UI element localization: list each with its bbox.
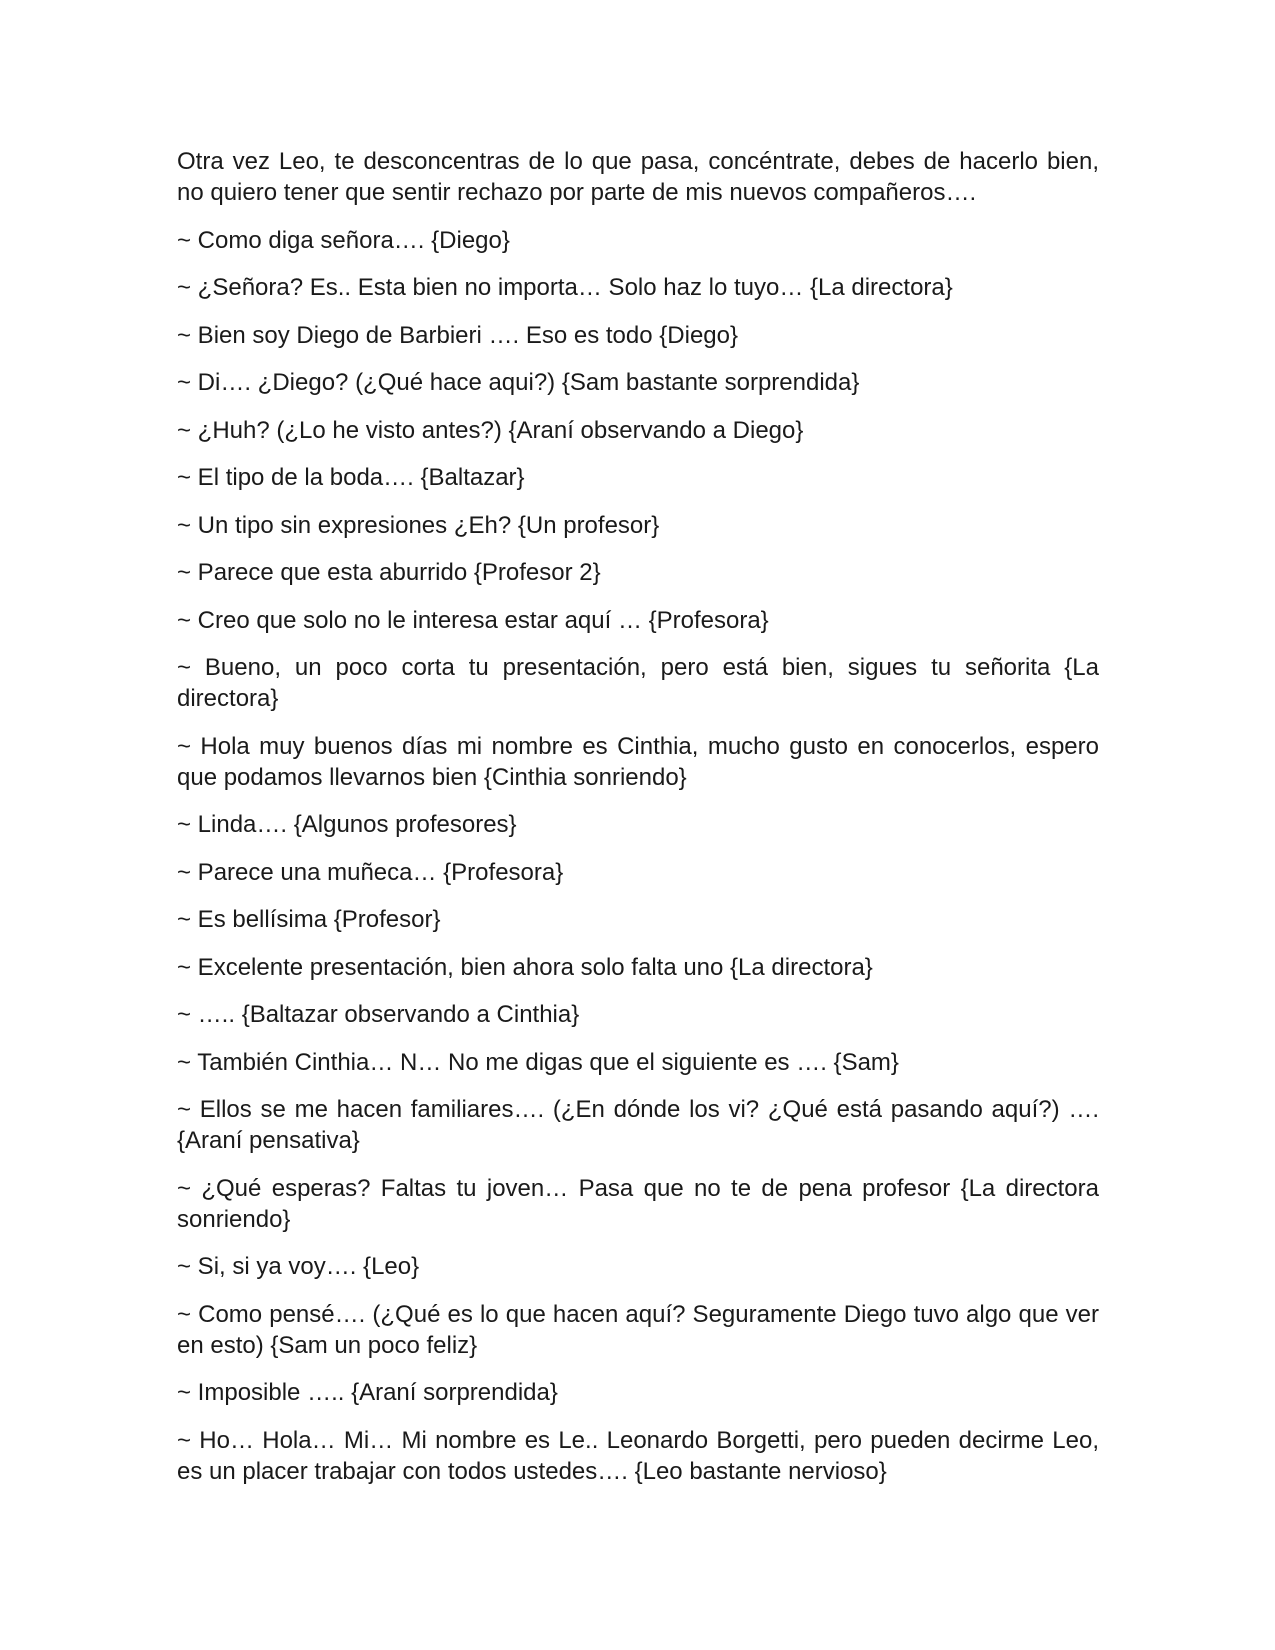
dialogue-line: ~ Como diga señora…. {Diego} xyxy=(177,226,510,254)
dialogue-line: ~ Un tipo sin expresiones ¿Eh? {Un profesor} xyxy=(177,511,660,539)
dialogue-line: ~ ¿Señora? Es.. Esta bien no importa… Solo haz lo tuyo… {La directora} xyxy=(177,274,953,301)
dialogue-line: ~ Parece que esta aburrido {Profesor 2} xyxy=(177,559,601,586)
dialogue-line: ~ Di…. ¿Diego? (¿Qué hace aqui?) {Sam bastante sorprendida} xyxy=(177,369,860,396)
dialogue-line: ~ Imposible ….. {Araní sorprendida} xyxy=(177,1379,558,1406)
dialogue-line: ~ El tipo de la boda…. {Baltazar} xyxy=(177,464,525,491)
dialogue-line: ~ Linda…. {Algunos profesores} xyxy=(177,811,517,838)
dialogue-line: ~ Creo que solo no le interesa estar aquí … {Profesora} xyxy=(177,606,769,634)
dialogue-line: ~ Ho… Hola… Mi… Mi nombre es Le.. Leonardo Borgetti, pero pueden decirme Leo, es un placer trabajar con todos ustedes…. {Leo bastante nervioso} xyxy=(177,1426,1099,1485)
dialogue-line: ~ Parece una muñeca… {Profesora} xyxy=(177,858,564,886)
narration-paragraph: Otra vez Leo, te desconcentras de lo que pasa, concéntrate, debes de hacerlo bien, no quiero tener que sentir rechazo por parte de mis nuevos compañeros…. xyxy=(177,148,1099,206)
dialogue-line: ~ Excelente presentación, bien ahora solo falta uno {La directora} xyxy=(177,953,873,981)
dialogue-line: ~ Hola muy buenos días mi nombre es Cinthia, mucho gusto en conocerlos, espero que podamos llevarnos bien {Cinthia sonriendo} xyxy=(177,732,1099,791)
dialogue-line: ~ ¿Huh? (¿Lo he visto antes?) {Araní observando a Diego} xyxy=(177,416,804,444)
dialogue-line: ~ Si, si ya voy…. {Leo} xyxy=(177,1253,420,1280)
dialogue-line: ~ También Cinthia… N… No me digas que el siguiente es …. {Sam} xyxy=(177,1048,899,1076)
dialogue-line: ~ Bueno, un poco corta tu presentación, pero está bien, sigues tu señorita {La directora} xyxy=(177,654,1099,712)
dialogue-line: ~ Bien soy Diego de Barbieri …. Eso es todo {Diego} xyxy=(177,321,738,349)
document-page xyxy=(177,146,1099,1503)
dialogue-line: ~ ….. {Baltazar observando a Cinthia} xyxy=(177,1001,580,1028)
dialogue-line: ~ Es bellísima {Profesor} xyxy=(177,906,441,933)
dialogue-line: ~ Ellos se me hacen familiares…. (¿En dónde los vi? ¿Qué está pasando aquí?) …. {Araní pensativa} xyxy=(177,1096,1099,1154)
dialogue-line: ~ Como pensé…. (¿Qué es lo que hacen aquí? Seguramente Diego tuvo algo que ver en esto) {Sam un poco feliz} xyxy=(177,1300,1099,1359)
dialogue-line: ~ ¿Qué esperas? Faltas tu joven… Pasa que no te de pena profesor {La directora sonriendo} xyxy=(177,1174,1099,1233)
